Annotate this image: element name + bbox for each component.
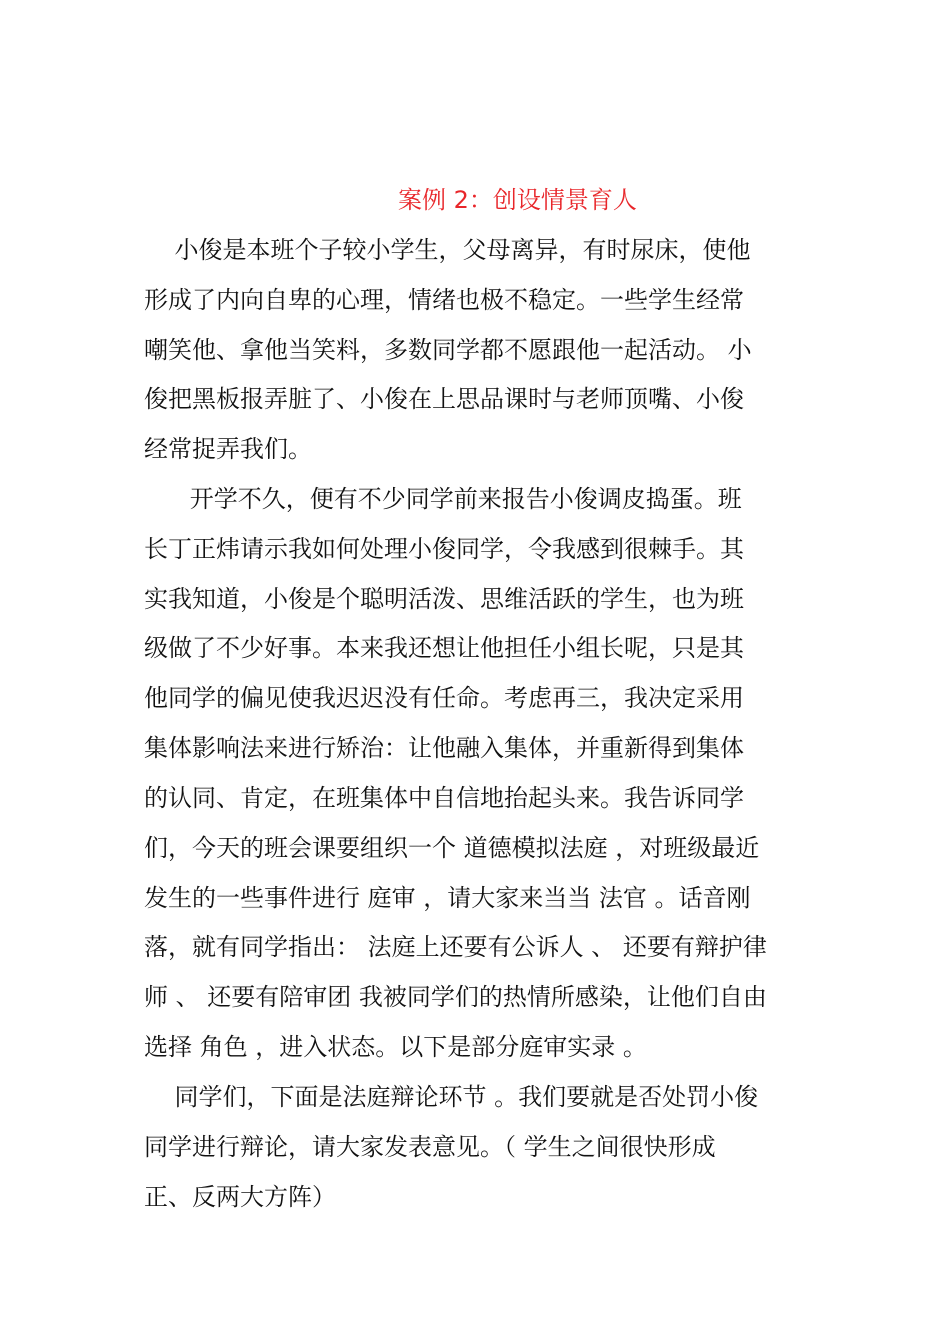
text-line: 长丁正炜请示我如何处理小俊同学，令我感到很棘手。其 <box>144 535 744 563</box>
text-line: 们，今天的班会课要组织一个 道德模拟法庭 ，对班级最近 <box>144 834 760 862</box>
text-line: 集体影响法来进行矫治：让他融入集体，并重新得到集体 <box>144 734 744 762</box>
text-line: 的认同、肯定，在班集体中自信地抬起头来。我告诉同学 <box>144 784 744 812</box>
text-line: 实我知道，小俊是个聪明活泼、思维活跃的学生，也为班 <box>144 585 744 613</box>
text-line: 同学们，下面是法庭辩论环节 。我们要就是否处罚小俊 <box>144 1083 759 1111</box>
text-line: 形成了内向自卑的心理，情绪也极不稳定。一些学生经常 <box>144 286 744 314</box>
text-line: 嘲笑他、拿他当笑料，多数同学都不愿跟他一起活动。 小 <box>144 336 752 364</box>
document-title: 案例 2：创设情景育人 <box>398 186 637 214</box>
text-line: 师 、 还要有陪审团 我被同学们的热情所感染，让他们自由 <box>144 983 767 1011</box>
text-line: 落，就有同学指出： 法庭上还要有公诉人 、 还要有辩护律 <box>144 933 767 961</box>
text-line: 小俊是本班个子较小学生，父母离异，有时尿床，使他 <box>144 236 751 264</box>
text-line: 他同学的偏见使我迟迟没有任命。考虑再三，我决定采用 <box>144 684 744 712</box>
text-line: 选择 角色 ，进入状态。以下是部分庭审实录 。 <box>144 1033 647 1061</box>
text-line: 经常捉弄我们。 <box>144 435 312 463</box>
text-line: 发生的一些事件进行 庭审 ，请大家来当当 法官 。话音刚 <box>144 884 751 912</box>
text-line: 正、反两大方阵） <box>144 1183 336 1211</box>
text-line: 俊把黑板报弄脏了、小俊在上思品课时与老师顶嘴、小俊 <box>144 385 744 413</box>
text-line: 开学不久，便有不少同学前来报告小俊调皮捣蛋。班 <box>144 485 742 513</box>
text-line: 同学进行辩论，请大家发表意见。（ 学生之间很快形成 <box>144 1133 716 1161</box>
text-line: 级做了不少好事。本来我还想让他担任小组长呢，只是其 <box>144 634 744 662</box>
